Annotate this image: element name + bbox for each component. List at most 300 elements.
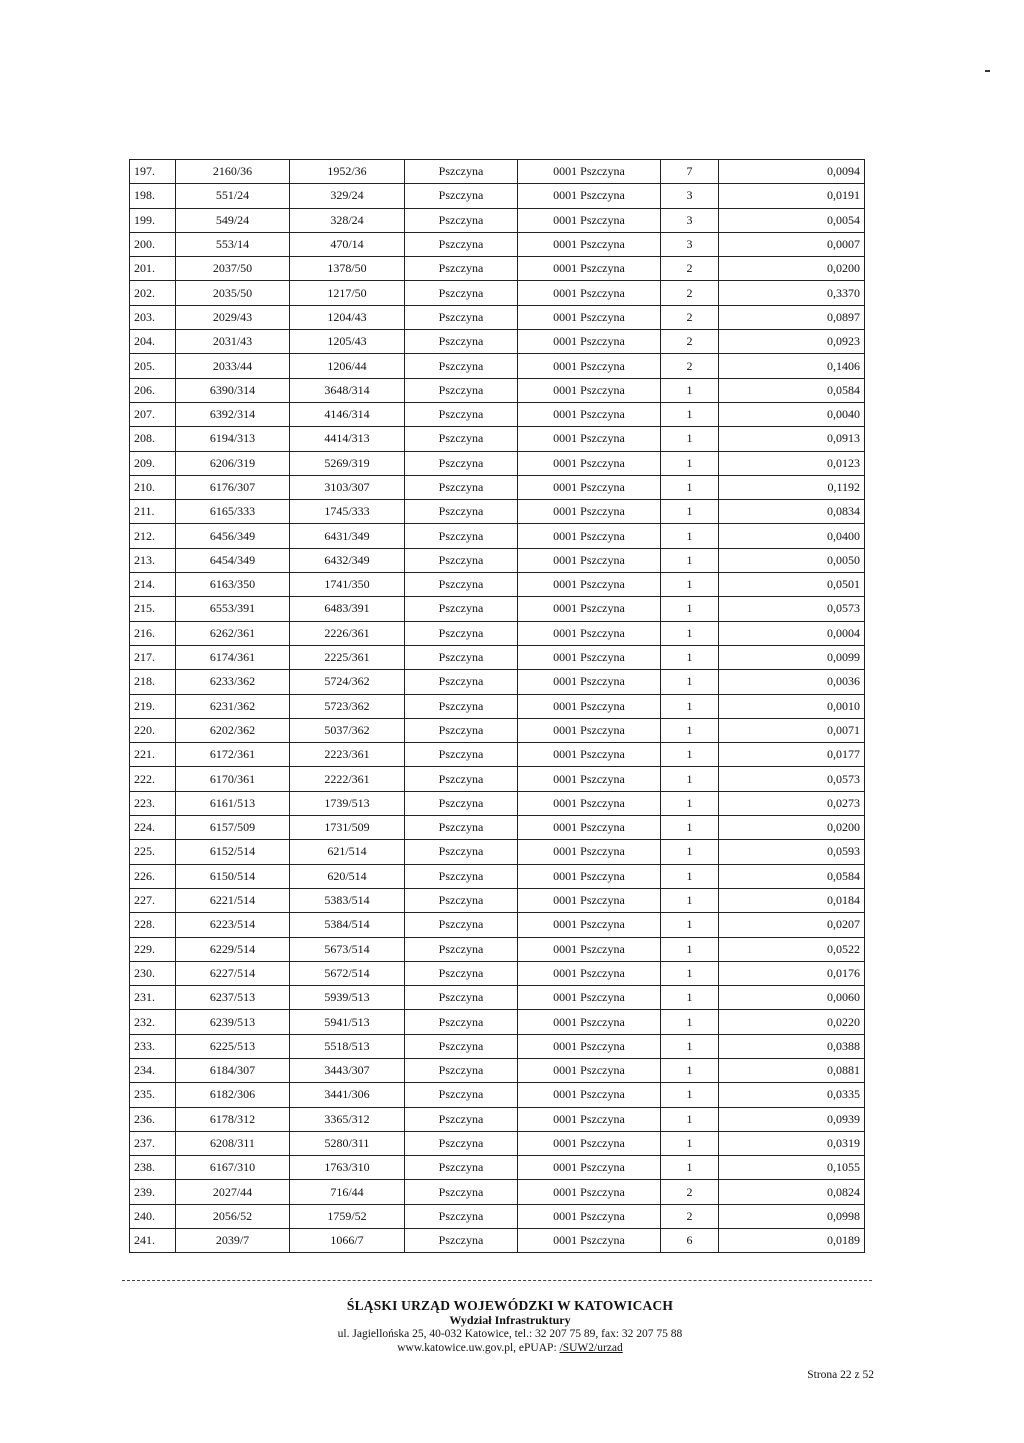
cell-municipality: Pszczyna <box>405 548 518 572</box>
cell-parcel-number-old: 3365/312 <box>290 1107 405 1131</box>
cell-parcel-number-old: 5673/514 <box>290 937 405 961</box>
cell-area: 0,0923 <box>719 330 865 354</box>
cell-row-number: 234. <box>130 1058 176 1082</box>
table-row <box>130 1180 865 1204</box>
cell-parcel-number-old: 6432/349 <box>290 548 405 572</box>
cell-row-number: 214. <box>130 573 176 597</box>
cell-row-number: 216. <box>130 621 176 645</box>
cell-parcel-number: 6157/509 <box>176 816 290 840</box>
cell-municipality: Pszczyna <box>405 913 518 937</box>
cell-municipality: Pszczyna <box>405 791 518 815</box>
cell-sheet-count: 1 <box>661 816 719 840</box>
cell-parcel-number: 2029/43 <box>176 305 290 329</box>
cell-municipality: Pszczyna <box>405 1034 518 1058</box>
cell-parcel-number: 2037/50 <box>176 257 290 281</box>
cell-parcel-number-old: 1205/43 <box>290 330 405 354</box>
cell-area: 0,0824 <box>719 1180 865 1204</box>
cell-parcel-number: 6553/391 <box>176 597 290 621</box>
cell-sheet-count: 1 <box>661 961 719 985</box>
table-row <box>130 500 865 524</box>
cell-sheet-count: 1 <box>661 743 719 767</box>
cell-area: 0,0004 <box>719 621 865 645</box>
table-row <box>130 1204 865 1228</box>
cell-parcel-number: 6233/362 <box>176 670 290 694</box>
cell-precinct: 0001 Pszczyna <box>518 645 661 669</box>
cell-area: 0,0036 <box>719 670 865 694</box>
cell-sheet-count: 2 <box>661 1204 719 1228</box>
cell-municipality: Pszczyna <box>405 1180 518 1204</box>
cell-parcel-number-old: 1952/36 <box>290 160 405 184</box>
cell-row-number: 236. <box>130 1107 176 1131</box>
cell-precinct: 0001 Pszczyna <box>518 694 661 718</box>
cell-precinct: 0001 Pszczyna <box>518 913 661 937</box>
cell-precinct: 0001 Pszczyna <box>518 1107 661 1131</box>
table-row <box>130 1010 865 1034</box>
cell-municipality: Pszczyna <box>405 767 518 791</box>
cell-area: 0,0593 <box>719 840 865 864</box>
cell-area: 0,0939 <box>719 1107 865 1131</box>
cell-area: 0,0099 <box>719 645 865 669</box>
cell-row-number: 221. <box>130 743 176 767</box>
table-row <box>130 816 865 840</box>
cell-precinct: 0001 Pszczyna <box>518 184 661 208</box>
cell-municipality: Pszczyna <box>405 1107 518 1131</box>
cell-parcel-number: 6167/310 <box>176 1156 290 1180</box>
table-row <box>130 743 865 767</box>
cell-precinct: 0001 Pszczyna <box>518 378 661 402</box>
cell-precinct: 0001 Pszczyna <box>518 864 661 888</box>
cell-parcel-number: 6163/350 <box>176 573 290 597</box>
cell-row-number: 240. <box>130 1204 176 1228</box>
cell-row-number: 202. <box>130 281 176 305</box>
cell-municipality: Pszczyna <box>405 208 518 232</box>
cell-parcel-number: 6227/514 <box>176 961 290 985</box>
cell-precinct: 0001 Pszczyna <box>518 475 661 499</box>
table-row <box>130 961 865 985</box>
table-row <box>130 645 865 669</box>
cell-row-number: 206. <box>130 378 176 402</box>
cell-parcel-number-old: 3441/306 <box>290 1083 405 1107</box>
cell-municipality: Pszczyna <box>405 986 518 1010</box>
cell-municipality: Pszczyna <box>405 427 518 451</box>
cell-sheet-count: 1 <box>661 791 719 815</box>
cell-parcel-number: 6392/314 <box>176 402 290 426</box>
cell-sheet-count: 3 <box>661 184 719 208</box>
table-row <box>130 986 865 1010</box>
cell-parcel-number: 6184/307 <box>176 1058 290 1082</box>
cell-sheet-count: 1 <box>661 694 719 718</box>
table-row <box>130 1034 865 1058</box>
cell-area: 0,0177 <box>719 743 865 767</box>
cell-parcel-number: 2039/7 <box>176 1229 290 1253</box>
cell-precinct: 0001 Pszczyna <box>518 1058 661 1082</box>
table-row <box>130 257 865 281</box>
cell-sheet-count: 7 <box>661 160 719 184</box>
cell-parcel-number: 6229/514 <box>176 937 290 961</box>
cell-parcel-number-old: 5672/514 <box>290 961 405 985</box>
cell-sheet-count: 6 <box>661 1229 719 1253</box>
cell-area: 0,0388 <box>719 1034 865 1058</box>
cell-area: 0,0400 <box>719 524 865 548</box>
cell-precinct: 0001 Pszczyna <box>518 208 661 232</box>
cell-row-number: 207. <box>130 402 176 426</box>
cell-row-number: 227. <box>130 888 176 912</box>
cell-sheet-count: 1 <box>661 1156 719 1180</box>
cell-parcel-number-old: 6431/349 <box>290 524 405 548</box>
table-row <box>130 1229 865 1253</box>
cell-precinct: 0001 Pszczyna <box>518 1010 661 1034</box>
cell-sheet-count: 1 <box>661 986 719 1010</box>
cell-area: 0,0335 <box>719 1083 865 1107</box>
cell-sheet-count: 3 <box>661 208 719 232</box>
cell-area: 0,1406 <box>719 354 865 378</box>
cell-municipality: Pszczyna <box>405 160 518 184</box>
cell-parcel-number-old: 2222/361 <box>290 767 405 791</box>
footer-contact <box>200 1341 820 1355</box>
cell-precinct: 0001 Pszczyna <box>518 840 661 864</box>
cell-precinct: 0001 Pszczyna <box>518 330 661 354</box>
cell-parcel-number: 6150/514 <box>176 864 290 888</box>
cell-parcel-number: 6390/314 <box>176 378 290 402</box>
cell-sheet-count: 1 <box>661 378 719 402</box>
cell-precinct: 0001 Pszczyna <box>518 1229 661 1253</box>
cell-parcel-number: 2160/36 <box>176 160 290 184</box>
cell-precinct: 0001 Pszczyna <box>518 670 661 694</box>
cell-parcel-number-old: 3648/314 <box>290 378 405 402</box>
cell-sheet-count: 1 <box>661 864 719 888</box>
cell-municipality: Pszczyna <box>405 500 518 524</box>
cell-precinct: 0001 Pszczyna <box>518 524 661 548</box>
cell-precinct: 0001 Pszczyna <box>518 548 661 572</box>
cell-sheet-count: 1 <box>661 1010 719 1034</box>
cell-parcel-number: 6152/514 <box>176 840 290 864</box>
footer-organization: ŚLĄSKI URZĄD WOJEWÓDZKI W KATOWICACH <box>346 1298 674 1313</box>
cell-parcel-number-old: 1204/43 <box>290 305 405 329</box>
cell-sheet-count: 1 <box>661 1034 719 1058</box>
cell-sheet-count: 1 <box>661 573 719 597</box>
cell-parcel-number-old: 5723/362 <box>290 694 405 718</box>
cell-precinct: 0001 Pszczyna <box>518 305 661 329</box>
table-row <box>130 1058 865 1082</box>
cell-row-number: 229. <box>130 937 176 961</box>
cell-parcel-number: 6194/313 <box>176 427 290 451</box>
cell-row-number: 225. <box>130 840 176 864</box>
cell-sheet-count: 1 <box>661 1131 719 1155</box>
cell-parcel-number-old: 716/44 <box>290 1180 405 1204</box>
cell-sheet-count: 1 <box>661 524 719 548</box>
cell-row-number: 233. <box>130 1034 176 1058</box>
cell-municipality: Pszczyna <box>405 864 518 888</box>
scan-mark <box>985 70 990 72</box>
cell-municipality: Pszczyna <box>405 718 518 742</box>
table-row <box>130 402 865 426</box>
cell-area: 0,0176 <box>719 961 865 985</box>
table-row <box>130 281 865 305</box>
cell-precinct: 0001 Pszczyna <box>518 888 661 912</box>
cell-area: 0,0200 <box>719 816 865 840</box>
cell-area: 0,0501 <box>719 573 865 597</box>
cell-sheet-count: 1 <box>661 500 719 524</box>
cell-sheet-count: 2 <box>661 1180 719 1204</box>
cell-row-number: 239. <box>130 1180 176 1204</box>
cell-parcel-number: 6165/333 <box>176 500 290 524</box>
cell-sheet-count: 2 <box>661 305 719 329</box>
cell-precinct: 0001 Pszczyna <box>518 232 661 256</box>
cell-parcel-number-old: 3443/307 <box>290 1058 405 1082</box>
cell-parcel-number-old: 621/514 <box>290 840 405 864</box>
cell-municipality: Pszczyna <box>405 888 518 912</box>
cell-parcel-number-old: 5518/513 <box>290 1034 405 1058</box>
cell-sheet-count: 1 <box>661 718 719 742</box>
cell-area: 0,0071 <box>719 718 865 742</box>
cell-parcel-number-old: 1378/50 <box>290 257 405 281</box>
table-row <box>130 937 865 961</box>
cell-parcel-number-old: 5384/514 <box>290 913 405 937</box>
cell-parcel-number-old: 1741/350 <box>290 573 405 597</box>
cell-municipality: Pszczyna <box>405 184 518 208</box>
cell-parcel-number: 553/14 <box>176 232 290 256</box>
cell-area: 0,0573 <box>719 597 865 621</box>
cell-parcel-number-old: 5941/513 <box>290 1010 405 1034</box>
cell-area: 0,0584 <box>719 864 865 888</box>
cell-sheet-count: 2 <box>661 257 719 281</box>
cell-precinct: 0001 Pszczyna <box>518 354 661 378</box>
cell-area: 0,0094 <box>719 160 865 184</box>
table-row <box>130 1156 865 1180</box>
cell-municipality: Pszczyna <box>405 524 518 548</box>
cell-municipality: Pszczyna <box>405 378 518 402</box>
cell-precinct: 0001 Pszczyna <box>518 1204 661 1228</box>
cell-row-number: 220. <box>130 718 176 742</box>
cell-parcel-number: 549/24 <box>176 208 290 232</box>
cell-parcel-number: 2035/50 <box>176 281 290 305</box>
footer-department: Wydział Infrastruktury <box>449 1313 571 1327</box>
cell-area: 0,1055 <box>719 1156 865 1180</box>
cell-municipality: Pszczyna <box>405 937 518 961</box>
table-row <box>130 232 865 256</box>
cell-parcel-number: 6202/362 <box>176 718 290 742</box>
cell-parcel-number: 6182/306 <box>176 1083 290 1107</box>
cell-precinct: 0001 Pszczyna <box>518 1156 661 1180</box>
cell-parcel-number-old: 1763/310 <box>290 1156 405 1180</box>
cell-parcel-number-old: 1739/513 <box>290 791 405 815</box>
cell-precinct: 0001 Pszczyna <box>518 1180 661 1204</box>
cell-municipality: Pszczyna <box>405 232 518 256</box>
cell-precinct: 0001 Pszczyna <box>518 937 661 961</box>
cell-area: 0,3370 <box>719 281 865 305</box>
cell-row-number: 237. <box>130 1131 176 1155</box>
table-row <box>130 208 865 232</box>
cell-row-number: 223. <box>130 791 176 815</box>
cell-precinct: 0001 Pszczyna <box>518 281 661 305</box>
cell-area: 0,0207 <box>719 913 865 937</box>
cell-row-number: 218. <box>130 670 176 694</box>
cell-row-number: 219. <box>130 694 176 718</box>
cell-municipality: Pszczyna <box>405 645 518 669</box>
cell-parcel-number: 6208/311 <box>176 1131 290 1155</box>
cell-parcel-number: 6237/513 <box>176 986 290 1010</box>
cell-sheet-count: 1 <box>661 621 719 645</box>
cell-precinct: 0001 Pszczyna <box>518 621 661 645</box>
cell-sheet-count: 3 <box>661 232 719 256</box>
cell-area: 0,0913 <box>719 427 865 451</box>
cell-parcel-number: 6221/514 <box>176 888 290 912</box>
cell-row-number: 209. <box>130 451 176 475</box>
cell-row-number: 198. <box>130 184 176 208</box>
cell-municipality: Pszczyna <box>405 961 518 985</box>
cell-parcel-number-old: 1206/44 <box>290 354 405 378</box>
footer-epuap-link[interactable]: /SUW2/urzad <box>559 1342 623 1354</box>
cell-parcel-number: 6172/361 <box>176 743 290 767</box>
cell-municipality: Pszczyna <box>405 281 518 305</box>
cell-row-number: 205. <box>130 354 176 378</box>
cell-municipality: Pszczyna <box>405 1131 518 1155</box>
table-row <box>130 378 865 402</box>
cell-precinct: 0001 Pszczyna <box>518 257 661 281</box>
cell-parcel-number: 2056/52 <box>176 1204 290 1228</box>
cell-parcel-number: 6176/307 <box>176 475 290 499</box>
table-row <box>130 767 865 791</box>
cell-parcel-number-old: 2225/361 <box>290 645 405 669</box>
table-row <box>130 573 865 597</box>
table-row <box>130 305 865 329</box>
cell-municipality: Pszczyna <box>405 573 518 597</box>
table-row <box>130 840 865 864</box>
cell-area: 0,0060 <box>719 986 865 1010</box>
cell-sheet-count: 2 <box>661 330 719 354</box>
cell-sheet-count: 1 <box>661 937 719 961</box>
cell-municipality: Pszczyna <box>405 257 518 281</box>
cell-sheet-count: 1 <box>661 767 719 791</box>
cell-municipality: Pszczyna <box>405 354 518 378</box>
cell-municipality: Pszczyna <box>405 743 518 767</box>
cell-parcel-number-old: 2226/361 <box>290 621 405 645</box>
cell-municipality: Pszczyna <box>405 1058 518 1082</box>
cell-parcel-number-old: 4146/314 <box>290 402 405 426</box>
parcel-table <box>129 159 865 1253</box>
cell-municipality: Pszczyna <box>405 1083 518 1107</box>
cell-area: 0,0191 <box>719 184 865 208</box>
cell-precinct: 0001 Pszczyna <box>518 402 661 426</box>
cell-area: 0,0123 <box>719 451 865 475</box>
footer-divider <box>122 1280 872 1281</box>
cell-sheet-count: 1 <box>661 548 719 572</box>
cell-municipality: Pszczyna <box>405 670 518 694</box>
footer-website: www.katowice.uw.gov.pl, ePUAP: <box>397 1342 560 1354</box>
cell-area: 0,0040 <box>719 402 865 426</box>
cell-parcel-number-old: 470/14 <box>290 232 405 256</box>
cell-area: 0,0010 <box>719 694 865 718</box>
cell-parcel-number-old: 5037/362 <box>290 718 405 742</box>
cell-parcel-number-old: 5269/319 <box>290 451 405 475</box>
cell-sheet-count: 1 <box>661 645 719 669</box>
cell-row-number: 199. <box>130 208 176 232</box>
cell-precinct: 0001 Pszczyna <box>518 986 661 1010</box>
table-row <box>130 475 865 499</box>
cell-row-number: 211. <box>130 500 176 524</box>
cell-municipality: Pszczyna <box>405 1010 518 1034</box>
cell-parcel-number: 6231/362 <box>176 694 290 718</box>
cell-municipality: Pszczyna <box>405 694 518 718</box>
cell-row-number: 228. <box>130 913 176 937</box>
cell-sheet-count: 1 <box>661 451 719 475</box>
cell-row-number: 203. <box>130 305 176 329</box>
cell-row-number: 197. <box>130 160 176 184</box>
cell-area: 0,0050 <box>719 548 865 572</box>
table-row <box>130 718 865 742</box>
cell-sheet-count: 1 <box>661 427 719 451</box>
page-number: Strona 22 z 52 <box>807 1369 874 1381</box>
cell-parcel-number-old: 4414/313 <box>290 427 405 451</box>
cell-precinct: 0001 Pszczyna <box>518 1034 661 1058</box>
cell-precinct: 0001 Pszczyna <box>518 1131 661 1155</box>
cell-row-number: 231. <box>130 986 176 1010</box>
cell-parcel-number: 6454/349 <box>176 548 290 572</box>
cell-parcel-number-old: 328/24 <box>290 208 405 232</box>
cell-parcel-number: 2031/43 <box>176 330 290 354</box>
cell-parcel-number-old: 329/24 <box>290 184 405 208</box>
cell-parcel-number-old: 1066/7 <box>290 1229 405 1253</box>
table-row <box>130 888 865 912</box>
cell-sheet-count: 2 <box>661 354 719 378</box>
cell-precinct: 0001 Pszczyna <box>518 160 661 184</box>
cell-municipality: Pszczyna <box>405 1156 518 1180</box>
table-row <box>130 694 865 718</box>
table-row <box>130 1083 865 1107</box>
cell-parcel-number-old: 1731/509 <box>290 816 405 840</box>
cell-area: 0,0184 <box>719 888 865 912</box>
table-row <box>130 354 865 378</box>
cell-sheet-count: 1 <box>661 888 719 912</box>
cell-row-number: 241. <box>130 1229 176 1253</box>
cell-parcel-number: 2033/44 <box>176 354 290 378</box>
cell-parcel-number: 551/24 <box>176 184 290 208</box>
cell-parcel-number: 6239/513 <box>176 1010 290 1034</box>
cell-sheet-count: 2 <box>661 281 719 305</box>
table-row <box>130 160 865 184</box>
table-row <box>130 597 865 621</box>
cell-parcel-number-old: 5280/311 <box>290 1131 405 1155</box>
cell-municipality: Pszczyna <box>405 597 518 621</box>
footer-address: ul. Jagiellońska 25, 40-032 Katowice, tel.: 32 207 75 89, fax: 32 207 75 88 <box>337 1328 683 1340</box>
cell-precinct: 0001 Pszczyna <box>518 816 661 840</box>
cell-area: 0,0998 <box>719 1204 865 1228</box>
cell-sheet-count: 1 <box>661 475 719 499</box>
cell-area: 0,0522 <box>719 937 865 961</box>
cell-precinct: 0001 Pszczyna <box>518 767 661 791</box>
cell-parcel-number: 6456/349 <box>176 524 290 548</box>
cell-precinct: 0001 Pszczyna <box>518 791 661 815</box>
cell-sheet-count: 1 <box>661 1107 719 1131</box>
cell-row-number: 226. <box>130 864 176 888</box>
cell-sheet-count: 1 <box>661 597 719 621</box>
table-row <box>130 621 865 645</box>
cell-parcel-number: 6174/361 <box>176 645 290 669</box>
cell-parcel-number: 6225/513 <box>176 1034 290 1058</box>
cell-precinct: 0001 Pszczyna <box>518 718 661 742</box>
cell-row-number: 204. <box>130 330 176 354</box>
table-row <box>130 913 865 937</box>
table-row <box>130 184 865 208</box>
cell-row-number: 201. <box>130 257 176 281</box>
parcel-table-body <box>130 160 865 1253</box>
cell-area: 0,1192 <box>719 475 865 499</box>
cell-municipality: Pszczyna <box>405 330 518 354</box>
cell-precinct: 0001 Pszczyna <box>518 743 661 767</box>
table-row <box>130 330 865 354</box>
cell-precinct: 0001 Pszczyna <box>518 427 661 451</box>
cell-row-number: 213. <box>130 548 176 572</box>
